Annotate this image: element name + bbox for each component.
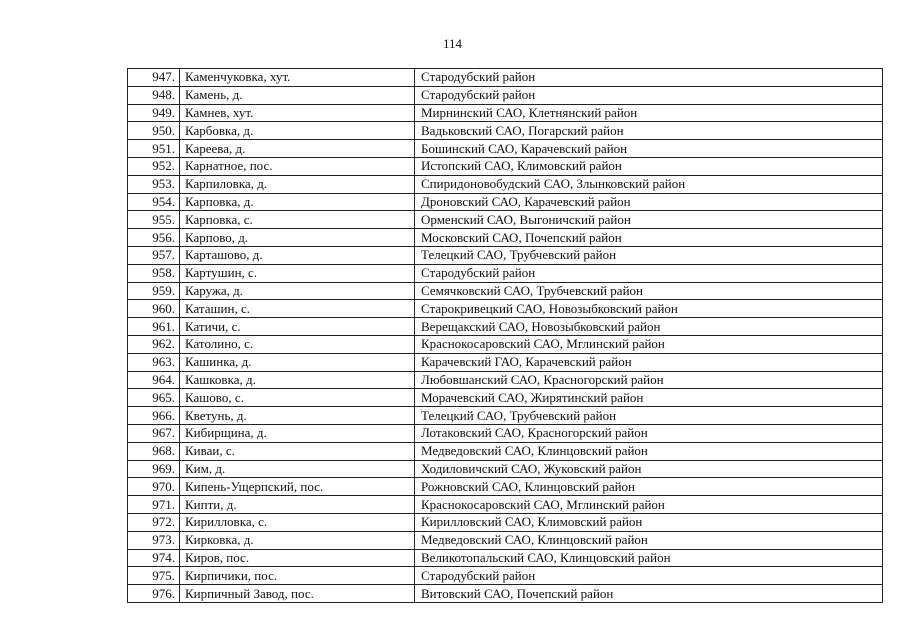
row-number-cell: 964.	[128, 371, 180, 389]
row-number-cell: 971.	[128, 496, 180, 514]
region-cell: Телецкий САО, Трубчевский район	[415, 407, 883, 425]
table-row	[128, 353, 883, 371]
settlement-name-cell: Ким, д.	[180, 460, 415, 478]
table-row	[128, 86, 883, 104]
table-row	[128, 424, 883, 442]
row-number-cell: 956.	[128, 229, 180, 247]
row-number-cell: 966.	[128, 407, 180, 425]
row-number-cell: 950.	[128, 122, 180, 140]
region-cell: Рожновский САО, Клинцовский район	[415, 478, 883, 496]
table-row	[128, 389, 883, 407]
page-number: 114	[442, 36, 463, 51]
table-row	[128, 318, 883, 336]
settlement-name-cell: Кирпичный Завод, пос.	[180, 585, 415, 603]
row-number-cell: 962.	[128, 335, 180, 353]
table-row	[128, 585, 883, 603]
table-row	[128, 122, 883, 140]
row-number-cell: 952.	[128, 157, 180, 175]
table-row	[128, 300, 883, 318]
table-row	[128, 371, 883, 389]
region-cell: Медведовский САО, Клинцовский район	[415, 442, 883, 460]
region-cell: Стародубский район	[415, 86, 883, 104]
row-number-cell: 963.	[128, 353, 180, 371]
settlement-name-cell: Кашковка, д.	[180, 371, 415, 389]
row-number-cell: 967.	[128, 424, 180, 442]
settlement-name-cell: Кирпичики, пос.	[180, 567, 415, 585]
table-row	[128, 157, 883, 175]
table-row	[128, 104, 883, 122]
row-number-cell: 955.	[128, 211, 180, 229]
row-number-cell: 976.	[128, 585, 180, 603]
settlement-name-cell: Кветунь, д.	[180, 407, 415, 425]
settlement-name-cell: Кирковка, д.	[180, 531, 415, 549]
table-row	[128, 175, 883, 193]
table-row	[128, 211, 883, 229]
region-cell: Любовшанский САО, Красногорский район	[415, 371, 883, 389]
row-number-cell: 949.	[128, 104, 180, 122]
row-number-cell: 961.	[128, 318, 180, 336]
region-cell: Великотопальский САО, Клинцовский район	[415, 549, 883, 567]
table-row	[128, 442, 883, 460]
table-row	[128, 478, 883, 496]
table-row	[128, 567, 883, 585]
settlement-name-cell: Карпиловка, д.	[180, 175, 415, 193]
region-cell: Лотаковский САО, Красногорский район	[415, 424, 883, 442]
settlement-name-cell: Каташин, с.	[180, 300, 415, 318]
settlement-name-cell: Киров, пос.	[180, 549, 415, 567]
region-cell: Дроновский САО, Карачевский район	[415, 193, 883, 211]
region-cell: Стародубский район	[415, 264, 883, 282]
settlement-name-cell: Каружа, д.	[180, 282, 415, 300]
settlement-name-cell: Киваи, с.	[180, 442, 415, 460]
row-number-cell: 965.	[128, 389, 180, 407]
row-number-cell: 974.	[128, 549, 180, 567]
settlements-table-body	[128, 69, 883, 603]
row-number-cell: 948.	[128, 86, 180, 104]
settlement-name-cell: Кирилловка, с.	[180, 513, 415, 531]
row-number-cell: 947.	[128, 69, 180, 87]
settlement-name-cell: Камнев, хут.	[180, 104, 415, 122]
row-number-cell: 959.	[128, 282, 180, 300]
row-number-cell: 957.	[128, 246, 180, 264]
row-number-cell: 953.	[128, 175, 180, 193]
row-number-cell: 960.	[128, 300, 180, 318]
row-number-cell: 969.	[128, 460, 180, 478]
settlement-name-cell: Карташово, д.	[180, 246, 415, 264]
region-cell: Вадьковский САО, Погарский район	[415, 122, 883, 140]
settlement-name-cell: Кареева, д.	[180, 140, 415, 158]
table-row	[128, 513, 883, 531]
row-number-cell: 972.	[128, 513, 180, 531]
region-cell: Морачевский САО, Жирятинский район	[415, 389, 883, 407]
region-cell: Мирнинский САО, Клетнянский район	[415, 104, 883, 122]
region-cell: Витовский САО, Почепский район	[415, 585, 883, 603]
region-cell: Краснокосаровский САО, Мглинский район	[415, 496, 883, 514]
table-row	[128, 246, 883, 264]
row-number-cell: 973.	[128, 531, 180, 549]
row-number-cell: 954.	[128, 193, 180, 211]
table-row	[128, 496, 883, 514]
region-cell: Старокривецкий САО, Новозыбковский район	[415, 300, 883, 318]
settlement-name-cell: Кипти, д.	[180, 496, 415, 514]
region-cell: Орменский САО, Выгоничский район	[415, 211, 883, 229]
region-cell: Спиридоновобудский САО, Злынковский район	[415, 175, 883, 193]
settlement-name-cell: Катичи, с.	[180, 318, 415, 336]
row-number-cell: 970.	[128, 478, 180, 496]
region-cell: Телецкий САО, Трубчевский район	[415, 246, 883, 264]
table-row	[128, 229, 883, 247]
settlement-name-cell: Кибирщина, д.	[180, 424, 415, 442]
region-cell: Ходиловичский САО, Жуковский район	[415, 460, 883, 478]
region-cell: Московский САО, Почепский район	[415, 229, 883, 247]
region-cell: Краснокосаровский САО, Мглинский район	[415, 335, 883, 353]
table-row	[128, 335, 883, 353]
region-cell: Кирилловский САО, Климовский район	[415, 513, 883, 531]
settlement-name-cell: Кашово, с.	[180, 389, 415, 407]
table-row	[128, 193, 883, 211]
region-cell: Медведовский САО, Клинцовский район	[415, 531, 883, 549]
settlements-table	[127, 68, 883, 603]
row-number-cell: 975.	[128, 567, 180, 585]
region-cell: Истопский САО, Климовский район	[415, 157, 883, 175]
table-row	[128, 460, 883, 478]
table-row	[128, 69, 883, 87]
settlement-name-cell: Карповка, с.	[180, 211, 415, 229]
settlement-name-cell: Католино, с.	[180, 335, 415, 353]
region-cell: Бошинский САО, Карачевский район	[415, 140, 883, 158]
settlement-name-cell: Карповка, д.	[180, 193, 415, 211]
region-cell: Карачевский ГАО, Карачевский район	[415, 353, 883, 371]
table-row	[128, 282, 883, 300]
settlement-name-cell: Картушин, с.	[180, 264, 415, 282]
settlement-name-cell: Кашинка, д.	[180, 353, 415, 371]
region-cell: Верещакский САО, Новозыбковский район	[415, 318, 883, 336]
row-number-cell: 951.	[128, 140, 180, 158]
settlement-name-cell: Каменчуковка, хут.	[180, 69, 415, 87]
settlement-name-cell: Камень, д.	[180, 86, 415, 104]
region-cell: Семячковский САО, Трубчевский район	[415, 282, 883, 300]
table-row	[128, 549, 883, 567]
row-number-cell: 958.	[128, 264, 180, 282]
table-row	[128, 264, 883, 282]
table-row	[128, 407, 883, 425]
table-row	[128, 140, 883, 158]
table-row	[128, 531, 883, 549]
settlement-name-cell: Карбовка, д.	[180, 122, 415, 140]
region-cell: Стародубский район	[415, 69, 883, 87]
row-number-cell: 968.	[128, 442, 180, 460]
settlement-name-cell: Кипень-Ущерпский, пос.	[180, 478, 415, 496]
settlement-name-cell: Карнатное, пос.	[180, 157, 415, 175]
region-cell: Стародубский район	[415, 567, 883, 585]
settlement-name-cell: Карпово, д.	[180, 229, 415, 247]
